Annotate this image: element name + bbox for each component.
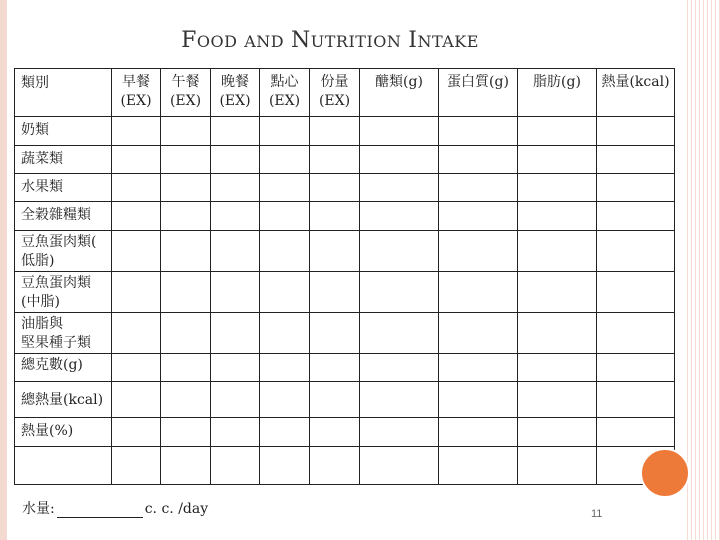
row-label-protein-medfat: 豆魚蛋肉類 (中脂) (15, 272, 112, 313)
row-label-calorie-percent: 熱量(%) (15, 418, 112, 447)
table-row (15, 202, 675, 231)
header-breakfast: 早餐 (EX) (112, 69, 161, 117)
header-category: 類別 (15, 69, 112, 117)
table-row (15, 447, 675, 485)
row-label-grains: 全穀雜糧類 (15, 202, 112, 231)
row-label-protein-lowfat: 豆魚蛋肉類( 低脂) (15, 231, 112, 272)
page-number: 11 (591, 508, 603, 520)
table-row (15, 231, 675, 272)
header-fat: 脂肪(g) (518, 69, 597, 117)
header-lunch: 午餐 (EX) (161, 69, 211, 117)
header-carbs: 醣類(g) (360, 69, 439, 117)
header-dinner: 晚餐 (EX) (211, 69, 260, 117)
water-intake-line (22, 498, 208, 518)
header-portion: 份量 (EX) (310, 69, 360, 117)
intake-table (14, 68, 675, 485)
right-frame-pattern (684, 0, 720, 540)
decorative-circle (640, 448, 690, 498)
row-label-fruits: 水果類 (15, 174, 112, 202)
table-row (15, 418, 675, 447)
row-label-vegetables: 蔬菜類 (15, 146, 112, 174)
header-snack: 點心 (EX) (260, 69, 310, 117)
table-row (15, 146, 675, 174)
table-row (15, 117, 675, 146)
table-row (15, 382, 675, 418)
water-unit: c. c. /day (144, 501, 209, 517)
water-blank-field[interactable] (57, 503, 143, 518)
row-label-total-grams: 總克數(g) (15, 354, 112, 382)
table-row (15, 174, 675, 202)
table-row (15, 313, 675, 354)
row-label-blank (15, 447, 112, 485)
header-protein: 蛋白質(g) (439, 69, 518, 117)
header-calories: 熱量(kcal) (597, 69, 675, 117)
row-label-total-calories: 總熱量(kcal) (15, 382, 112, 418)
water-label: 水量: (22, 501, 55, 517)
left-frame-stripe (0, 0, 7, 540)
page-title: FOOD AND NUTRITION INTAKE (181, 28, 479, 53)
table-row (15, 354, 675, 382)
header-row (15, 69, 675, 117)
row-label-dairy: 奶類 (15, 117, 112, 146)
row-label-oils-nuts: 油脂與 堅果種子類 (15, 313, 112, 354)
table-row (15, 272, 675, 313)
